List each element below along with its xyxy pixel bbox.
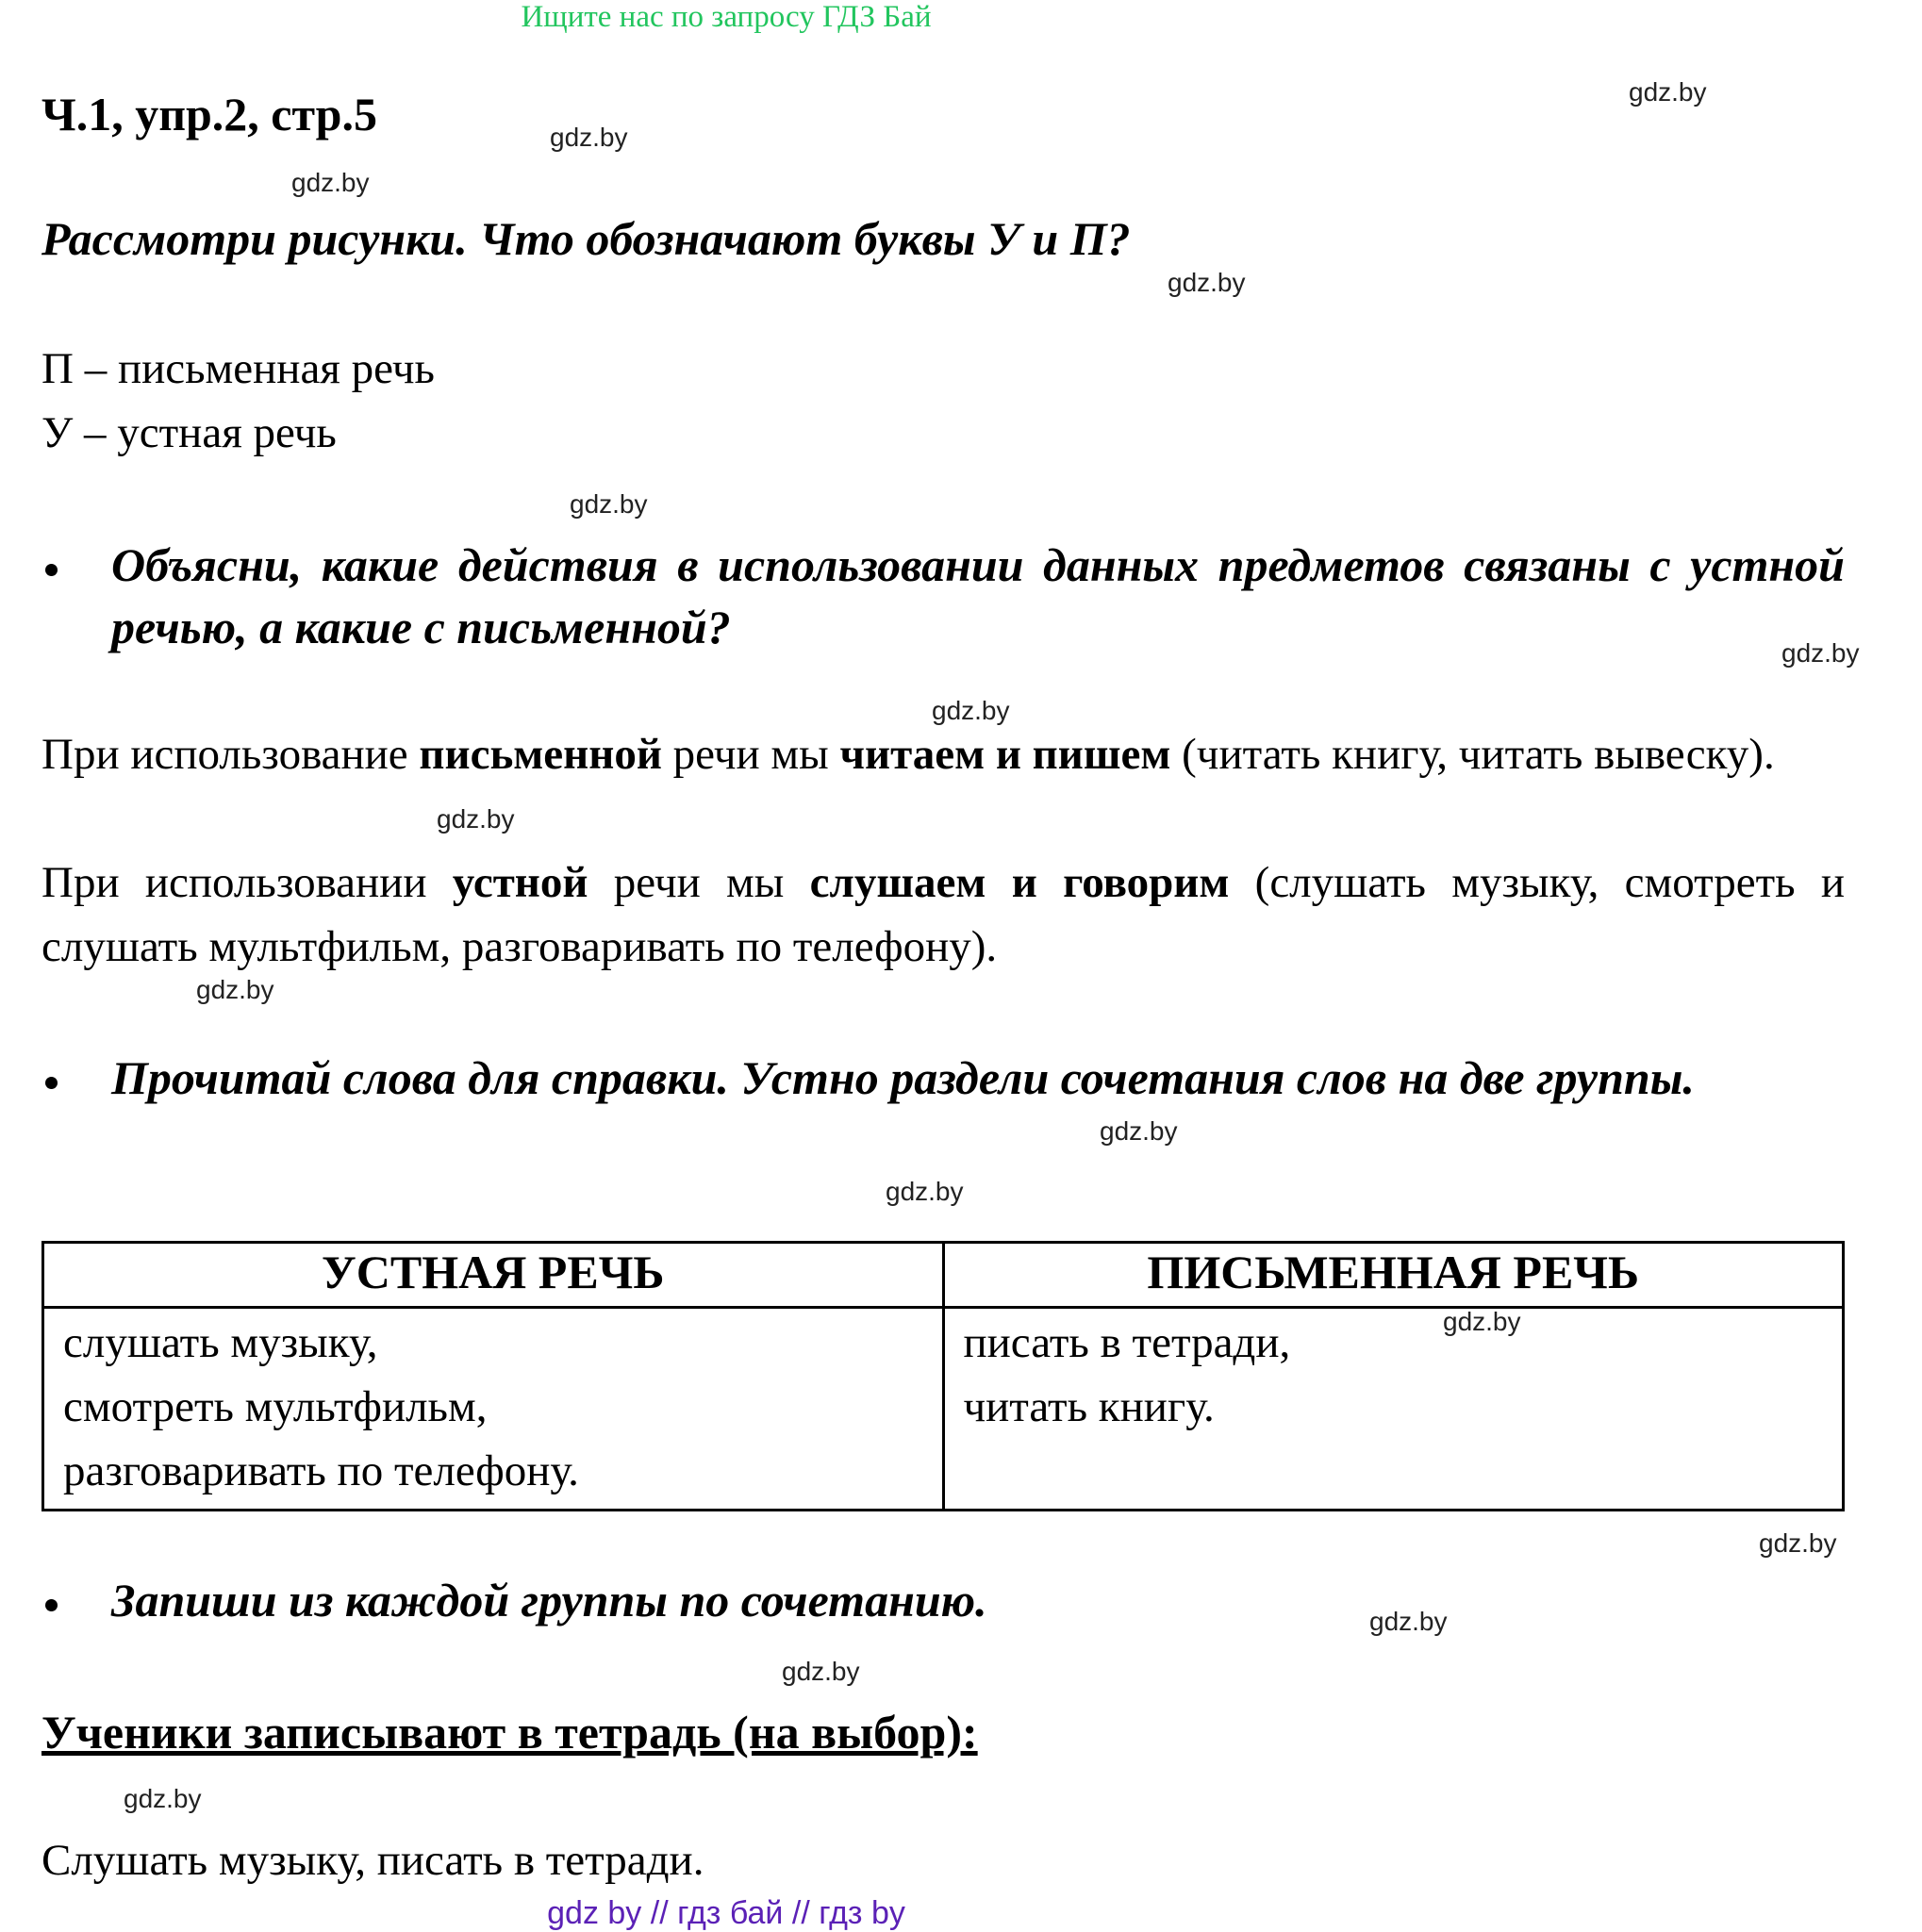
- bullet-icon: [45, 1599, 58, 1611]
- speech-table: [41, 1241, 1845, 1511]
- task-1: Рассмотри рисунки. Что обозначают буквы У и П?: [41, 212, 1131, 265]
- watermark: gdz.by: [1629, 77, 1707, 107]
- watermark: gdz.by: [550, 123, 628, 152]
- answer-line-p: П – письменная речь: [41, 344, 435, 393]
- watermark: gdz.by: [1168, 268, 1246, 297]
- watermark: gdz.by: [782, 1657, 860, 1686]
- task-4: Запиши из каждой группы по сочетанию.: [111, 1574, 987, 1627]
- footer-links: gdz by // гдз бай // гдз by: [547, 1895, 905, 1931]
- paragraph-written: При использование письменной речи мы читаем и пишем (читать книгу, читать вывеску).: [41, 730, 1775, 779]
- watermark: gdz.by: [1369, 1607, 1448, 1636]
- watermark: gdz.by: [124, 1784, 202, 1813]
- bullet-icon: [45, 564, 58, 576]
- bullet-icon: [45, 1077, 58, 1089]
- cell-written: [943, 1308, 1844, 1511]
- top-banner: Ищите нас по запросу ГДЗ Бай: [521, 0, 932, 34]
- watermark: gdz.by: [1443, 1307, 1521, 1336]
- watermark: gdz.by: [437, 804, 515, 834]
- watermark: gdz.by: [886, 1177, 964, 1206]
- watermark: gdz.by: [196, 975, 274, 1004]
- task-3: Прочитай слова для справки. Устно раздели сочетания слов на две группы.: [111, 1051, 1695, 1104]
- watermark: gdz.by: [932, 696, 1010, 725]
- list-item: читать книгу.: [963, 1382, 1215, 1431]
- task-2: Объясни, какие действия в использовании данных предметов связаны с устной речью, а какие с письменной?: [111, 538, 1845, 653]
- list-item: разговаривать по телефону.: [63, 1446, 579, 1495]
- page-title: Ч.1, упр.2, стр.5: [41, 88, 377, 140]
- list-item: писать в тетради,: [963, 1318, 1291, 1367]
- watermark: gdz.by: [1759, 1528, 1837, 1558]
- watermark: gdz.by: [1100, 1116, 1178, 1146]
- cell-oral: [43, 1308, 944, 1511]
- watermark: gdz.by: [291, 168, 370, 197]
- list-item: слушать музыку,: [63, 1318, 378, 1367]
- paragraph-oral: При использовании устной речи мы слушаем и говорим (слушать музыку, смотреть и слушать мультфильм, разговаривать по телефону).: [41, 858, 1845, 971]
- header-written: ПИСЬМЕННАЯ РЕЧЬ: [943, 1243, 1844, 1308]
- watermark: gdz.by: [1781, 638, 1860, 668]
- result-heading: Ученики записывают в тетрадь (на выбор):: [41, 1706, 978, 1759]
- header-oral: УСТНАЯ РЕЧЬ: [43, 1243, 944, 1308]
- result-text: Слушать музыку, писать в тетради.: [41, 1836, 704, 1885]
- answer-line-u: У – устная речь: [41, 408, 337, 457]
- list-item: смотреть мультфильм,: [63, 1382, 488, 1431]
- watermark: gdz.by: [570, 489, 648, 519]
